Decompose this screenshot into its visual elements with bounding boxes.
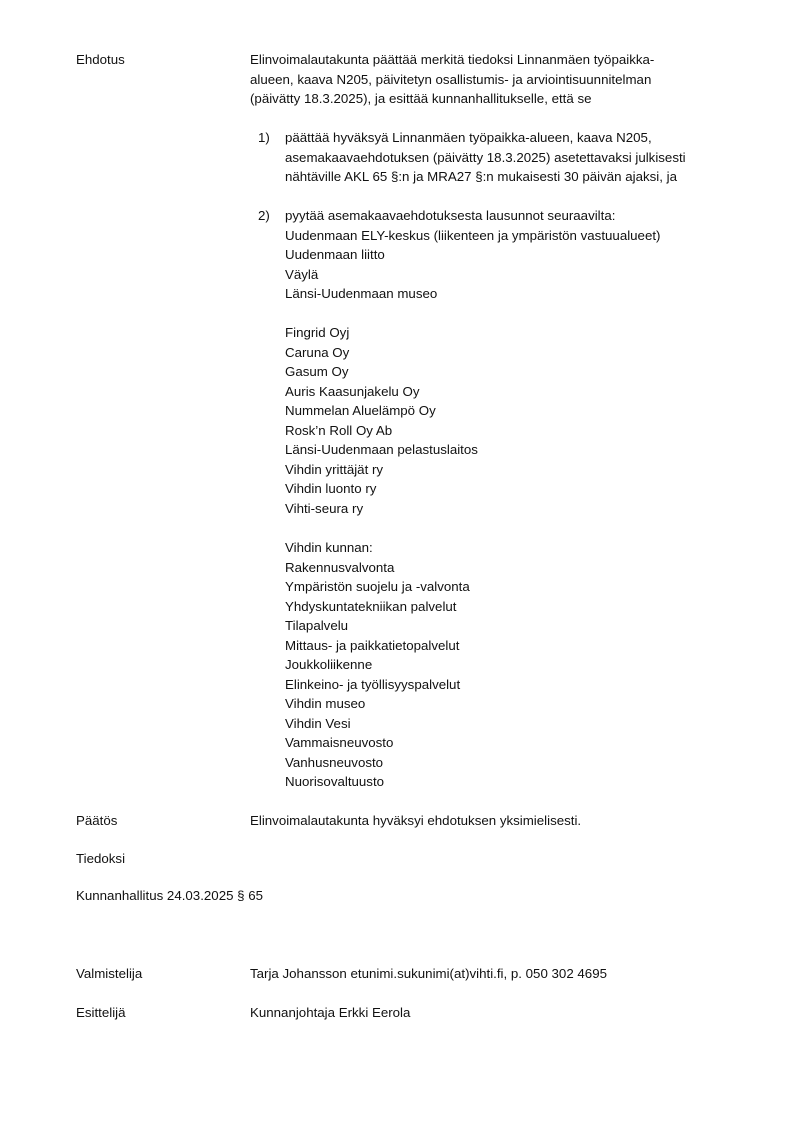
kunnanhallitus-heading: Kunnanhallitus 24.03.2025 § 65	[76, 888, 264, 903]
list-item: Vihdin luonto ry	[285, 481, 377, 496]
list-item: Vihdin yrittäjät ry	[285, 461, 384, 477]
list-item: Vanhusneuvosto	[285, 754, 384, 770]
list-item: Länsi-Uudenmaan pelastuslaitos	[285, 442, 478, 457]
list-item: Elinkeino- ja työllisyyspalvelut	[285, 676, 461, 692]
list-item: Auris Kaasunjakelu Oy	[285, 383, 420, 399]
list-item: Yhdyskuntatekniikan palvelut	[285, 598, 457, 614]
paatos-text: Elinvoimalautakunta hyväksyi ehdotuksen yksimielisesti.	[250, 813, 582, 828]
item-line: Länsi-Uudenmaan museo	[285, 286, 438, 301]
tiedoksi-label: Tiedoksi	[76, 851, 126, 866]
intro-line: (päivätty 18.3.2025), ja esittää kunnanhallitukselle, että se	[250, 91, 592, 106]
paatos-label: Päätös	[76, 813, 118, 828]
list-item: Vihdin Vesi	[285, 715, 351, 731]
esittelija-text: Kunnanjohtaja Erkki Eerola	[250, 1005, 411, 1020]
list-item: Rakennusvalvonta	[285, 559, 395, 575]
list-item: Vihti-seura ry	[285, 500, 364, 516]
item-line: nähtäville AKL 65 §:n ja MRA27 §:n mukaisesti 30 päivän ajaksi, ja	[285, 169, 677, 184]
ehdotus-intro	[250, 50, 654, 109]
item-number: 2)	[258, 208, 270, 223]
list-item: Ympäristön suojelu ja -valvonta	[285, 579, 470, 594]
list-item: Caruna Oy	[285, 344, 350, 360]
recipient-list-municipal	[285, 538, 470, 792]
esittelija-label: Esittelijä	[76, 1005, 126, 1020]
item-number: 1)	[258, 130, 270, 145]
list-item: Gasum Oy	[285, 364, 349, 379]
list-item: Vammaisneuvosto	[285, 735, 394, 750]
item-line: Väylä	[285, 266, 319, 282]
item-line: Uudenmaan ELY-keskus (liikenteen ja ympäristön vastuualueet)	[285, 227, 661, 243]
item-line: päättää hyväksyä Linnanmäen työpaikka-alueen, kaava N205,	[285, 130, 652, 145]
list-item: Tilapalvelu	[285, 618, 349, 633]
list-item: Rosk’n Roll Oy Ab	[285, 422, 393, 438]
valmistelija-text: Tarja Johansson etunimi.sukunimi(at)vihti.fi, p. 050 302 4695	[250, 966, 607, 981]
recipient-list-companies	[285, 323, 478, 518]
list-item: Mittaus- ja paikkatietopalvelut	[285, 637, 460, 653]
ehdotus-label: Ehdotus	[76, 52, 125, 67]
list-item: Vihdin museo	[285, 696, 366, 711]
item-line: pyytää asemakaavaehdotuksesta lausunnot seuraavilta:	[285, 208, 616, 223]
item-line: asemakaavaehdotuksen (päivätty 18.3.2025) asetettavaksi julkisesti	[285, 149, 686, 165]
item-line: Uudenmaan liitto	[285, 247, 385, 262]
item-2-text	[285, 206, 660, 304]
intro-line: Elinvoimalautakunta päättää merkitä tiedoksi Linnanmäen työpaikka-	[250, 52, 655, 67]
list-item: Fingrid Oyj	[285, 325, 350, 340]
list-item: Vihdin kunnan:	[285, 540, 373, 555]
list-item: Nuorisovaltuusto	[285, 774, 385, 789]
list-item: Nummelan Aluelämpö Oy	[285, 403, 436, 418]
intro-line: alueen, kaava N205, päivitetyn osallistumis- ja arviointisuunnitelman	[250, 71, 652, 87]
item-1-text	[285, 128, 686, 187]
list-item: Joukkoliikenne	[285, 657, 373, 672]
valmistelija-label: Valmistelija	[76, 966, 143, 981]
